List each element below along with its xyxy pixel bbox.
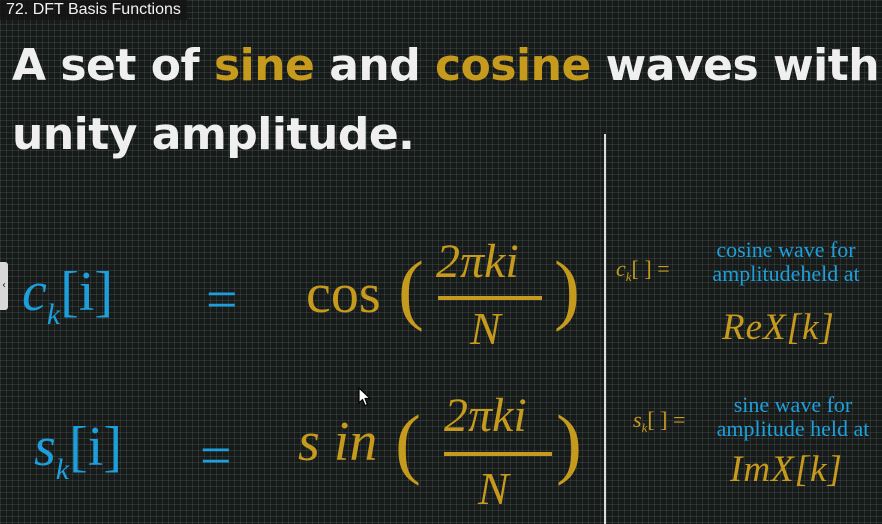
cosine-note-rest: [ ] = bbox=[631, 256, 670, 281]
sine-basis-index: [i] bbox=[69, 416, 122, 478]
sine-note-symbol bbox=[633, 407, 685, 433]
sine-note-rest: [ ] = bbox=[647, 407, 686, 432]
chevron-left-icon: ‹ bbox=[2, 280, 6, 291]
cosine-basis-symbol bbox=[22, 261, 114, 331]
cosine-note-line-2: amplitudeheld at bbox=[712, 261, 860, 286]
sine-function-name: s in bbox=[298, 411, 378, 473]
cosine-note-expression: ReX[k] bbox=[722, 307, 835, 348]
sine-note-letter: s bbox=[633, 407, 642, 432]
mouse-pointer-icon bbox=[358, 387, 372, 407]
sine-basis-subscript: k bbox=[55, 453, 70, 486]
cosine-note-description bbox=[690, 238, 882, 286]
side-panel-handle[interactable] bbox=[0, 262, 8, 310]
sine-note-description bbox=[704, 393, 882, 441]
vertical-divider bbox=[604, 134, 606, 524]
heading-word-sine: sine bbox=[213, 40, 315, 91]
sine-note-subscript: k bbox=[641, 420, 648, 435]
heading-text: and bbox=[314, 40, 436, 91]
heading-text: waves with bbox=[590, 40, 880, 91]
cosine-denominator: N bbox=[470, 303, 501, 354]
cosine-numerator: 2πki bbox=[436, 235, 519, 288]
cosine-note-subscript: k bbox=[625, 269, 632, 284]
sine-left-paren: ( bbox=[395, 399, 421, 486]
sine-numerator: 2πki bbox=[444, 389, 527, 442]
sine-note-line-2: amplitude held at bbox=[716, 416, 870, 441]
sine-fraction-bar bbox=[444, 452, 552, 456]
video-title: 72. DFT Basis Functions bbox=[0, 0, 187, 20]
sine-basis-letter: s bbox=[34, 416, 56, 478]
cosine-function-name: cos bbox=[306, 263, 381, 325]
heading-line-2: unity amplitude. bbox=[12, 109, 415, 160]
sine-basis-symbol bbox=[34, 416, 122, 486]
sine-denominator: N bbox=[478, 463, 509, 514]
cosine-note-line-1: cosine wave for bbox=[716, 237, 856, 262]
cosine-left-paren: ( bbox=[398, 245, 424, 332]
cosine-fraction-bar bbox=[438, 296, 542, 300]
cosine-right-paren: ) bbox=[554, 245, 580, 332]
cosine-basis-subscript: k bbox=[46, 298, 61, 331]
cosine-note-symbol bbox=[616, 256, 670, 282]
sine-equals-sign: = bbox=[200, 425, 232, 487]
cosine-equals-sign: = bbox=[206, 269, 238, 331]
heading-line-1 bbox=[12, 40, 879, 91]
sine-right-paren: ) bbox=[556, 399, 582, 486]
cosine-note-letter: c bbox=[616, 256, 626, 281]
cosine-basis-index: [i] bbox=[60, 261, 114, 323]
cosine-basis-letter: c bbox=[22, 261, 47, 323]
sine-note-line-1: sine wave for bbox=[733, 392, 853, 417]
sine-note-expression: ImX[k] bbox=[730, 449, 843, 490]
heading-word-cosine: cosine bbox=[435, 40, 591, 91]
heading-text: A set of bbox=[12, 40, 214, 91]
